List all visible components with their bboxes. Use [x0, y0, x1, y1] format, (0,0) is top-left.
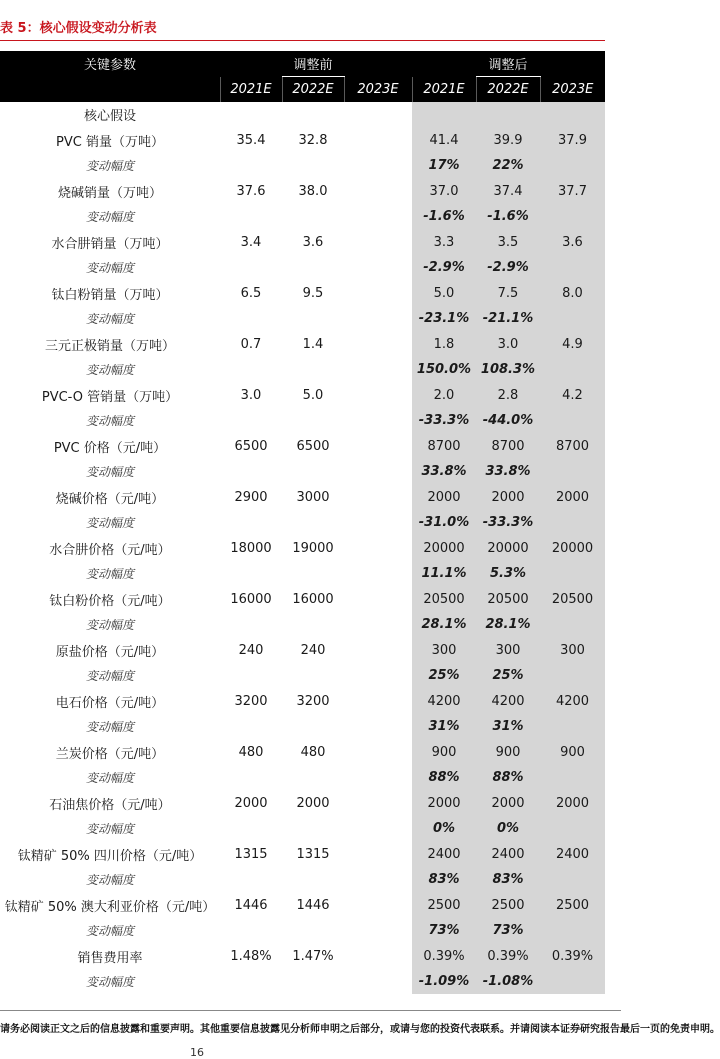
value-before-2021e: 2900 — [234, 489, 268, 505]
value-before-2022e: 1.4 — [302, 336, 324, 352]
value-before-2023e — [344, 893, 412, 919]
value-before-2021e: 0.7 — [240, 336, 262, 352]
value-before-2023e — [344, 332, 412, 358]
value-before-2022e: 2000 — [296, 795, 330, 811]
change-row — [0, 714, 605, 740]
value-before-2021e: 3200 — [234, 693, 268, 709]
value-after-2022e: 2500 — [491, 897, 525, 913]
value-before-2022e: 480 — [300, 744, 326, 760]
value-before-2023e — [344, 689, 412, 715]
table-title: 表 5：核心假设变动分析表 — [0, 21, 157, 36]
change-2022e: 33.8% — [485, 464, 531, 480]
change-2022e: 31% — [492, 719, 524, 735]
year-header: 2021E — [412, 77, 476, 103]
change-2021e: -2.9% — [423, 260, 465, 276]
value-after-2021e: 20500 — [423, 591, 465, 607]
change-row — [0, 918, 605, 944]
change-row — [0, 204, 605, 230]
value-after-2021e: 4200 — [427, 693, 461, 709]
value-after-2022e: 8700 — [491, 438, 525, 454]
value-after-2021e: 1.8 — [433, 336, 455, 352]
row-label: 烧碱销量（万吨） — [57, 185, 162, 201]
table-row — [0, 740, 605, 766]
value-before-2021e: 6500 — [234, 438, 268, 454]
value-after-2022e: 20000 — [487, 540, 529, 556]
value-before-2023e — [344, 485, 412, 511]
value-before-2023e — [344, 740, 412, 766]
footer-divider — [0, 1010, 621, 1011]
change-label: 变动幅度 — [85, 924, 134, 939]
table-row — [0, 791, 605, 817]
value-before-2022e: 9.5 — [302, 285, 324, 301]
value-after-2021e: 300 — [431, 642, 457, 658]
change-label: 变动幅度 — [85, 771, 134, 786]
change-2021e: 28.1% — [421, 617, 467, 633]
value-before-2023e — [344, 638, 412, 664]
value-after-2021e: 2400 — [427, 846, 461, 862]
change-label: 变动幅度 — [85, 261, 134, 276]
value-before-2022e: 6500 — [296, 438, 330, 454]
change-label: 变动幅度 — [85, 159, 134, 174]
assumption-table — [0, 51, 605, 995]
change-2022e: -33.3% — [482, 515, 534, 531]
change-label: 变动幅度 — [85, 516, 134, 531]
value-after-2023e: 2000 — [555, 489, 590, 505]
value-before-2022e: 1315 — [296, 846, 330, 862]
row-label: 钛白粉销量（万吨） — [51, 287, 169, 303]
value-before-2022e: 3200 — [296, 693, 330, 709]
value-after-2021e: 2000 — [427, 489, 461, 505]
change-label: 变动幅度 — [85, 312, 134, 327]
value-before-2021e: 16000 — [230, 591, 272, 607]
value-after-2022e: 2.8 — [497, 387, 519, 403]
value-after-2022e: 2000 — [491, 489, 525, 505]
change-row — [0, 153, 605, 179]
row-label: 电石价格（元/吨） — [55, 695, 165, 711]
value-before-2021e: 37.6 — [236, 183, 266, 199]
value-after-2023e: 20000 — [551, 540, 594, 556]
table-row — [0, 485, 605, 511]
page-number: 16 — [190, 1046, 204, 1059]
change-2021e: -23.1% — [418, 311, 470, 327]
row-label: 销售费用率 — [77, 950, 143, 966]
change-2022e: 22% — [492, 158, 524, 174]
value-before-2022e: 1.47% — [292, 948, 334, 964]
change-2021e: 33.8% — [421, 464, 467, 480]
value-after-2021e: 2000 — [427, 795, 461, 811]
row-label: 三元正极销量（万吨） — [44, 338, 175, 354]
value-before-2021e: 2000 — [234, 795, 268, 811]
row-label: 石油焦价格（元/吨） — [49, 797, 171, 813]
value-after-2023e: 37.7 — [558, 183, 587, 199]
table-row — [0, 536, 605, 562]
change-2022e: 88% — [492, 770, 524, 786]
value-after-2023e: 300 — [560, 642, 585, 658]
value-after-2021e: 3.3 — [433, 234, 455, 250]
change-row — [0, 561, 605, 587]
value-after-2023e: 8700 — [555, 438, 590, 454]
change-label: 变动幅度 — [85, 975, 134, 990]
value-after-2022e: 3.5 — [497, 234, 519, 250]
section-label: 核心假设 — [83, 109, 136, 125]
row-label: 烧碱价格（元/吨） — [55, 491, 165, 507]
header-row-years — [0, 77, 605, 103]
table-row — [0, 281, 605, 307]
value-before-2022e: 1446 — [296, 897, 330, 913]
header-row-groups — [0, 51, 605, 77]
table-row — [0, 689, 605, 715]
value-before-2023e — [344, 587, 412, 613]
value-after-2021e: 900 — [431, 744, 457, 760]
row-label: PVC 销量（万吨） — [56, 134, 164, 150]
value-after-2021e: 8700 — [427, 438, 461, 454]
value-after-2021e: 5.0 — [433, 285, 455, 301]
row-label: 兰炭价格（元/吨） — [55, 746, 165, 762]
table-row — [0, 332, 605, 358]
value-after-2023e: 37.9 — [558, 132, 587, 148]
row-label: 钛白粉价格（元/吨） — [49, 593, 171, 609]
row-label: PVC 价格（元/吨） — [53, 440, 167, 456]
change-2021e: 0% — [432, 821, 456, 837]
value-before-2022e: 5.0 — [302, 387, 324, 403]
value-before-2022e: 19000 — [292, 540, 334, 556]
change-2021e: 17% — [428, 158, 460, 174]
row-label: PVC-O 管销量（万吨） — [41, 389, 179, 405]
section-row — [0, 102, 605, 128]
change-row — [0, 816, 605, 842]
value-after-2022e: 2400 — [491, 846, 525, 862]
value-before-2021e: 240 — [238, 642, 264, 658]
change-label: 变动幅度 — [85, 414, 134, 429]
change-2022e: 108.3% — [480, 362, 536, 378]
value-before-2021e: 480 — [238, 744, 264, 760]
table-row — [0, 383, 605, 409]
change-row — [0, 612, 605, 638]
value-after-2023e: 2500 — [555, 897, 590, 913]
change-2021e: 11.1% — [421, 566, 467, 582]
value-before-2021e: 6.5 — [240, 285, 262, 301]
value-after-2021e: 41.4 — [429, 132, 459, 148]
value-before-2023e — [344, 434, 412, 460]
table-row — [0, 179, 605, 205]
change-label: 变动幅度 — [85, 669, 134, 684]
after-group-header: 调整后 — [476, 51, 540, 77]
value-after-2022e: 0.39% — [487, 948, 529, 964]
change-2022e: 28.1% — [485, 617, 531, 633]
change-2022e: 0% — [496, 821, 520, 837]
table-row — [0, 842, 605, 868]
value-after-2023e: 900 — [560, 744, 585, 760]
value-after-2023e: 2000 — [555, 795, 590, 811]
value-before-2021e: 3.4 — [240, 234, 262, 250]
value-after-2022e: 7.5 — [497, 285, 519, 301]
value-after-2022e: 3.0 — [497, 336, 519, 352]
value-after-2022e: 37.4 — [493, 183, 523, 199]
change-label: 变动幅度 — [85, 873, 134, 888]
value-before-2023e — [344, 230, 412, 256]
year-header: 2022E — [282, 77, 344, 103]
value-after-2022e: 900 — [495, 744, 521, 760]
value-before-2021e: 18000 — [230, 540, 272, 556]
change-2021e: 88% — [428, 770, 460, 786]
change-2022e: -1.08% — [482, 974, 534, 990]
change-row — [0, 357, 605, 383]
year-header: 2023E — [344, 77, 412, 103]
value-after-2023e: 0.39% — [551, 948, 594, 964]
change-2021e: -1.6% — [423, 209, 465, 225]
value-after-2021e: 2500 — [427, 897, 461, 913]
change-label: 变动幅度 — [85, 720, 134, 735]
value-before-2023e — [344, 536, 412, 562]
before-group-header: 调整前 — [282, 51, 344, 77]
table-row — [0, 128, 605, 154]
change-2021e: 150.0% — [416, 362, 472, 378]
change-label: 变动幅度 — [85, 822, 134, 837]
change-2022e: 5.3% — [489, 566, 527, 582]
year-header: 2022E — [476, 77, 540, 103]
value-after-2022e: 39.9 — [493, 132, 523, 148]
value-before-2022e: 32.8 — [298, 132, 328, 148]
value-after-2021e: 20000 — [423, 540, 465, 556]
value-before-2023e — [344, 944, 412, 970]
change-2022e: -21.1% — [482, 311, 534, 327]
value-before-2023e — [344, 383, 412, 409]
row-label: 原盐价格（元/吨） — [55, 644, 165, 660]
change-row — [0, 510, 605, 536]
change-2021e: -1.09% — [418, 974, 470, 990]
value-before-2023e — [344, 179, 412, 205]
value-before-2022e: 16000 — [292, 591, 334, 607]
change-label: 变动幅度 — [85, 210, 134, 225]
value-after-2023e: 8.0 — [562, 285, 583, 301]
value-before-2021e: 1315 — [234, 846, 268, 862]
param-header: 关键参数 — [0, 51, 220, 77]
table-row — [0, 587, 605, 613]
row-label: 钛精矿 50% 澳大利亚价格（元/吨） — [4, 899, 216, 915]
table-row — [0, 230, 605, 256]
value-after-2022e: 20500 — [487, 591, 529, 607]
change-row — [0, 255, 605, 281]
change-2022e: 25% — [492, 668, 524, 684]
table-row — [0, 893, 605, 919]
value-after-2022e: 300 — [495, 642, 521, 658]
value-after-2023e: 4200 — [555, 693, 590, 709]
value-before-2022e: 38.0 — [298, 183, 328, 199]
row-label: 水合肼销量（万吨） — [51, 236, 169, 252]
value-before-2021e: 1.48% — [230, 948, 272, 964]
change-2022e: 83% — [492, 872, 524, 888]
table-row — [0, 944, 605, 970]
change-row — [0, 408, 605, 434]
change-label: 变动幅度 — [85, 567, 134, 582]
change-2021e: 25% — [428, 668, 460, 684]
row-label: 水合肼价格（元/吨） — [49, 542, 171, 558]
value-before-2022e: 3.6 — [302, 234, 324, 250]
disclaimer-text: 请务必阅读正文之后的信息披露和重要声明。其他重要信息披露见分析师申明之后部分，或请与您的投资代表联系。并请阅读本证券研究报告最后一页的免责申明。 — [0, 1024, 720, 1035]
change-row — [0, 306, 605, 332]
change-label: 变动幅度 — [85, 363, 134, 378]
change-label: 变动幅度 — [85, 618, 134, 633]
change-2021e: 31% — [428, 719, 460, 735]
change-2021e: -31.0% — [418, 515, 470, 531]
value-before-2021e: 35.4 — [236, 132, 266, 148]
value-before-2022e: 240 — [300, 642, 326, 658]
value-after-2022e: 4200 — [491, 693, 525, 709]
value-after-2023e: 20500 — [551, 591, 594, 607]
value-after-2023e: 4.2 — [562, 387, 583, 403]
change-row — [0, 663, 605, 689]
change-2022e: -1.6% — [487, 209, 529, 225]
value-before-2021e: 3.0 — [240, 387, 262, 403]
change-2022e: -2.9% — [487, 260, 529, 276]
change-2022e: -44.0% — [482, 413, 534, 429]
row-label: 钛精矿 50% 四川价格（元/吨） — [17, 848, 203, 864]
value-after-2021e: 37.0 — [429, 183, 459, 199]
change-2021e: 73% — [428, 923, 460, 939]
value-after-2023e: 2400 — [555, 846, 590, 862]
change-row — [0, 459, 605, 485]
change-2022e: 73% — [492, 923, 524, 939]
title-divider — [0, 40, 605, 41]
change-2021e: -33.3% — [418, 413, 470, 429]
change-row — [0, 867, 605, 893]
table-row — [0, 434, 605, 460]
value-before-2022e: 3000 — [296, 489, 330, 505]
value-before-2021e: 1446 — [234, 897, 268, 913]
year-header: 2021E — [220, 77, 282, 103]
table-row — [0, 638, 605, 664]
change-row — [0, 969, 605, 995]
change-2021e: 83% — [428, 872, 460, 888]
value-after-2022e: 2000 — [491, 795, 525, 811]
value-before-2023e — [344, 128, 412, 154]
value-after-2023e: 4.9 — [562, 336, 583, 352]
value-before-2023e — [344, 281, 412, 307]
value-after-2021e: 2.0 — [433, 387, 455, 403]
value-before-2023e — [344, 842, 412, 868]
value-after-2021e: 0.39% — [423, 948, 465, 964]
change-row — [0, 765, 605, 791]
year-header: 2023E — [540, 77, 605, 103]
value-after-2023e: 3.6 — [562, 234, 583, 250]
value-before-2023e — [344, 791, 412, 817]
change-label: 变动幅度 — [85, 465, 134, 480]
